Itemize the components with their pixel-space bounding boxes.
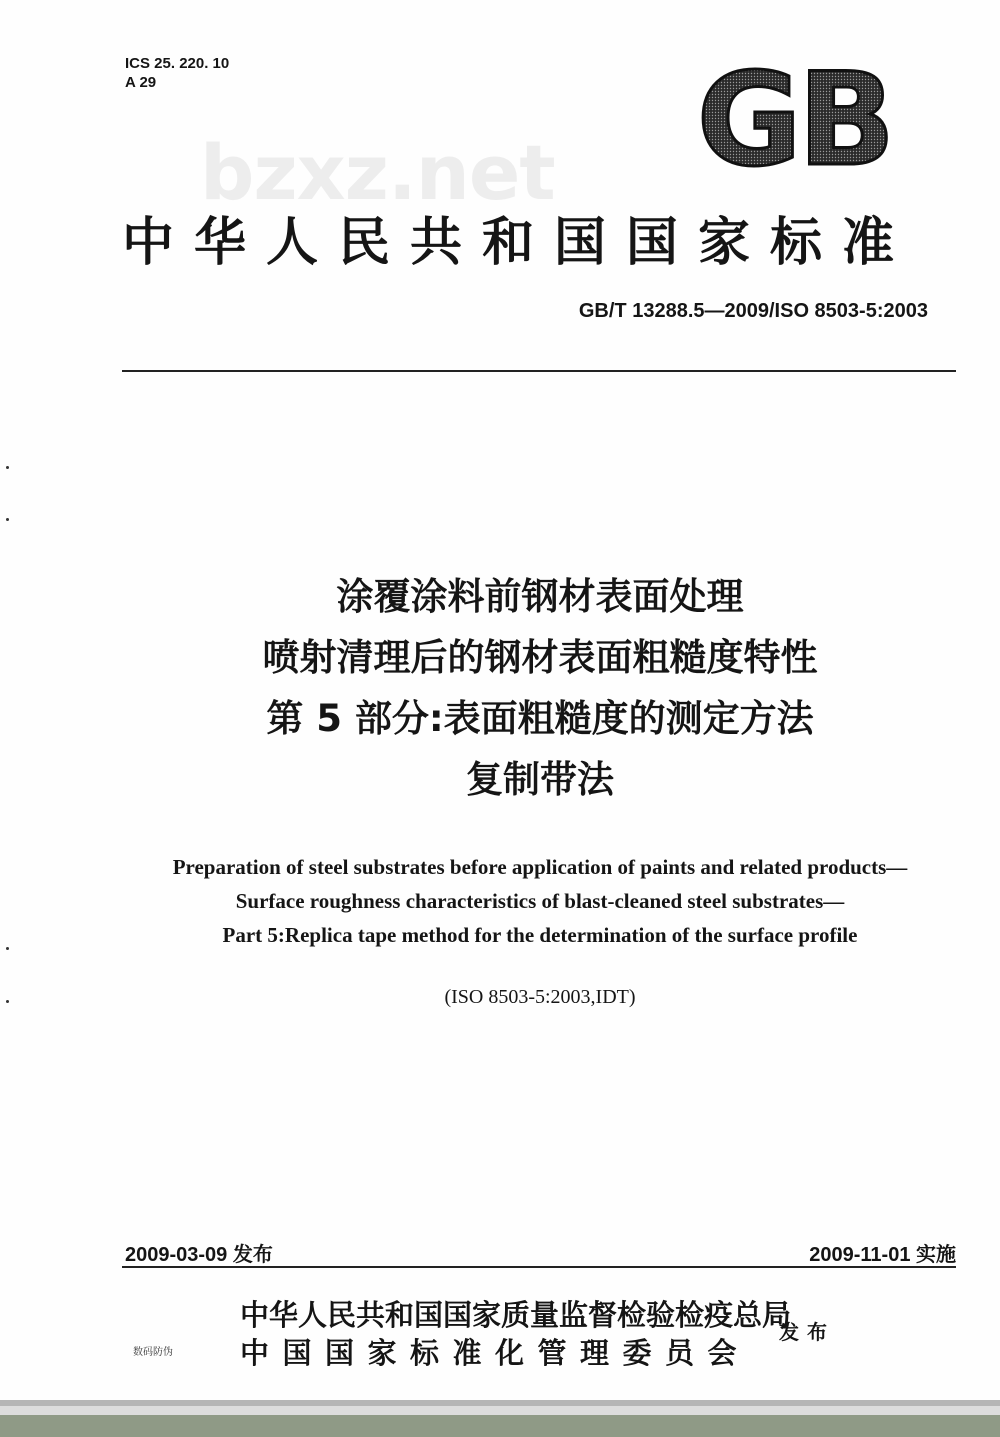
- gb-logo: [696, 66, 892, 172]
- bottom-divider: [122, 1266, 956, 1268]
- watermark: bzxz.net: [200, 128, 555, 217]
- chinese-title-line: 第 5 部分:表面粗糙度的测定方法: [266, 697, 814, 740]
- margin-mark: [6, 518, 9, 521]
- iso-reference: (ISO 8503-5:2003,IDT): [444, 986, 636, 1008]
- gb-logo-text: GB: [696, 66, 892, 172]
- classification-codes: [125, 54, 229, 92]
- ccs-code: A 29: [125, 74, 157, 91]
- standard-number: GB/T 13288.5—2009/ISO 8503-5:2003: [578, 300, 928, 322]
- chinese-title-line: 喷射清理后的钢材表面粗糙度特性: [262, 636, 818, 679]
- margin-mark: [6, 466, 9, 469]
- publisher-line: 中华人民共和国国家质量监督检验检疫总局: [240, 1298, 792, 1332]
- margin-mark: [6, 1000, 9, 1003]
- implementation-date: 2009-11-01 实施: [809, 1244, 956, 1266]
- scan-edge-band: [0, 1415, 1000, 1437]
- ics-code: ICS 25. 220. 10: [125, 55, 230, 72]
- chinese-title-line: 涂覆涂料前钢材表面处理: [336, 575, 744, 618]
- margin-mark: [6, 947, 9, 950]
- english-title: [100, 850, 980, 952]
- issue-date: 2009-03-09 发布: [125, 1244, 273, 1266]
- top-divider: [122, 370, 956, 372]
- publisher-block: [240, 1296, 791, 1372]
- publisher-line: 中国国家标准化管理委员会: [240, 1336, 751, 1370]
- english-title-line: Surface roughness characteristics of blast-cleaned steel substrates—: [235, 889, 845, 913]
- scan-edge-band: [0, 1406, 1000, 1415]
- publish-label: 发布: [779, 1320, 835, 1344]
- english-title-line: Preparation of steel substrates before application of paints and related products—: [172, 855, 908, 879]
- national-standard-title: 中华人民共和国国家标准: [122, 213, 915, 273]
- anticounterfeit-label: 数码防伪: [133, 1347, 173, 1358]
- english-title-line: Part 5:Replica tape method for the determination of the surface profile: [222, 923, 858, 947]
- chinese-title: [100, 566, 980, 810]
- chinese-title-line: 复制带法: [466, 758, 614, 801]
